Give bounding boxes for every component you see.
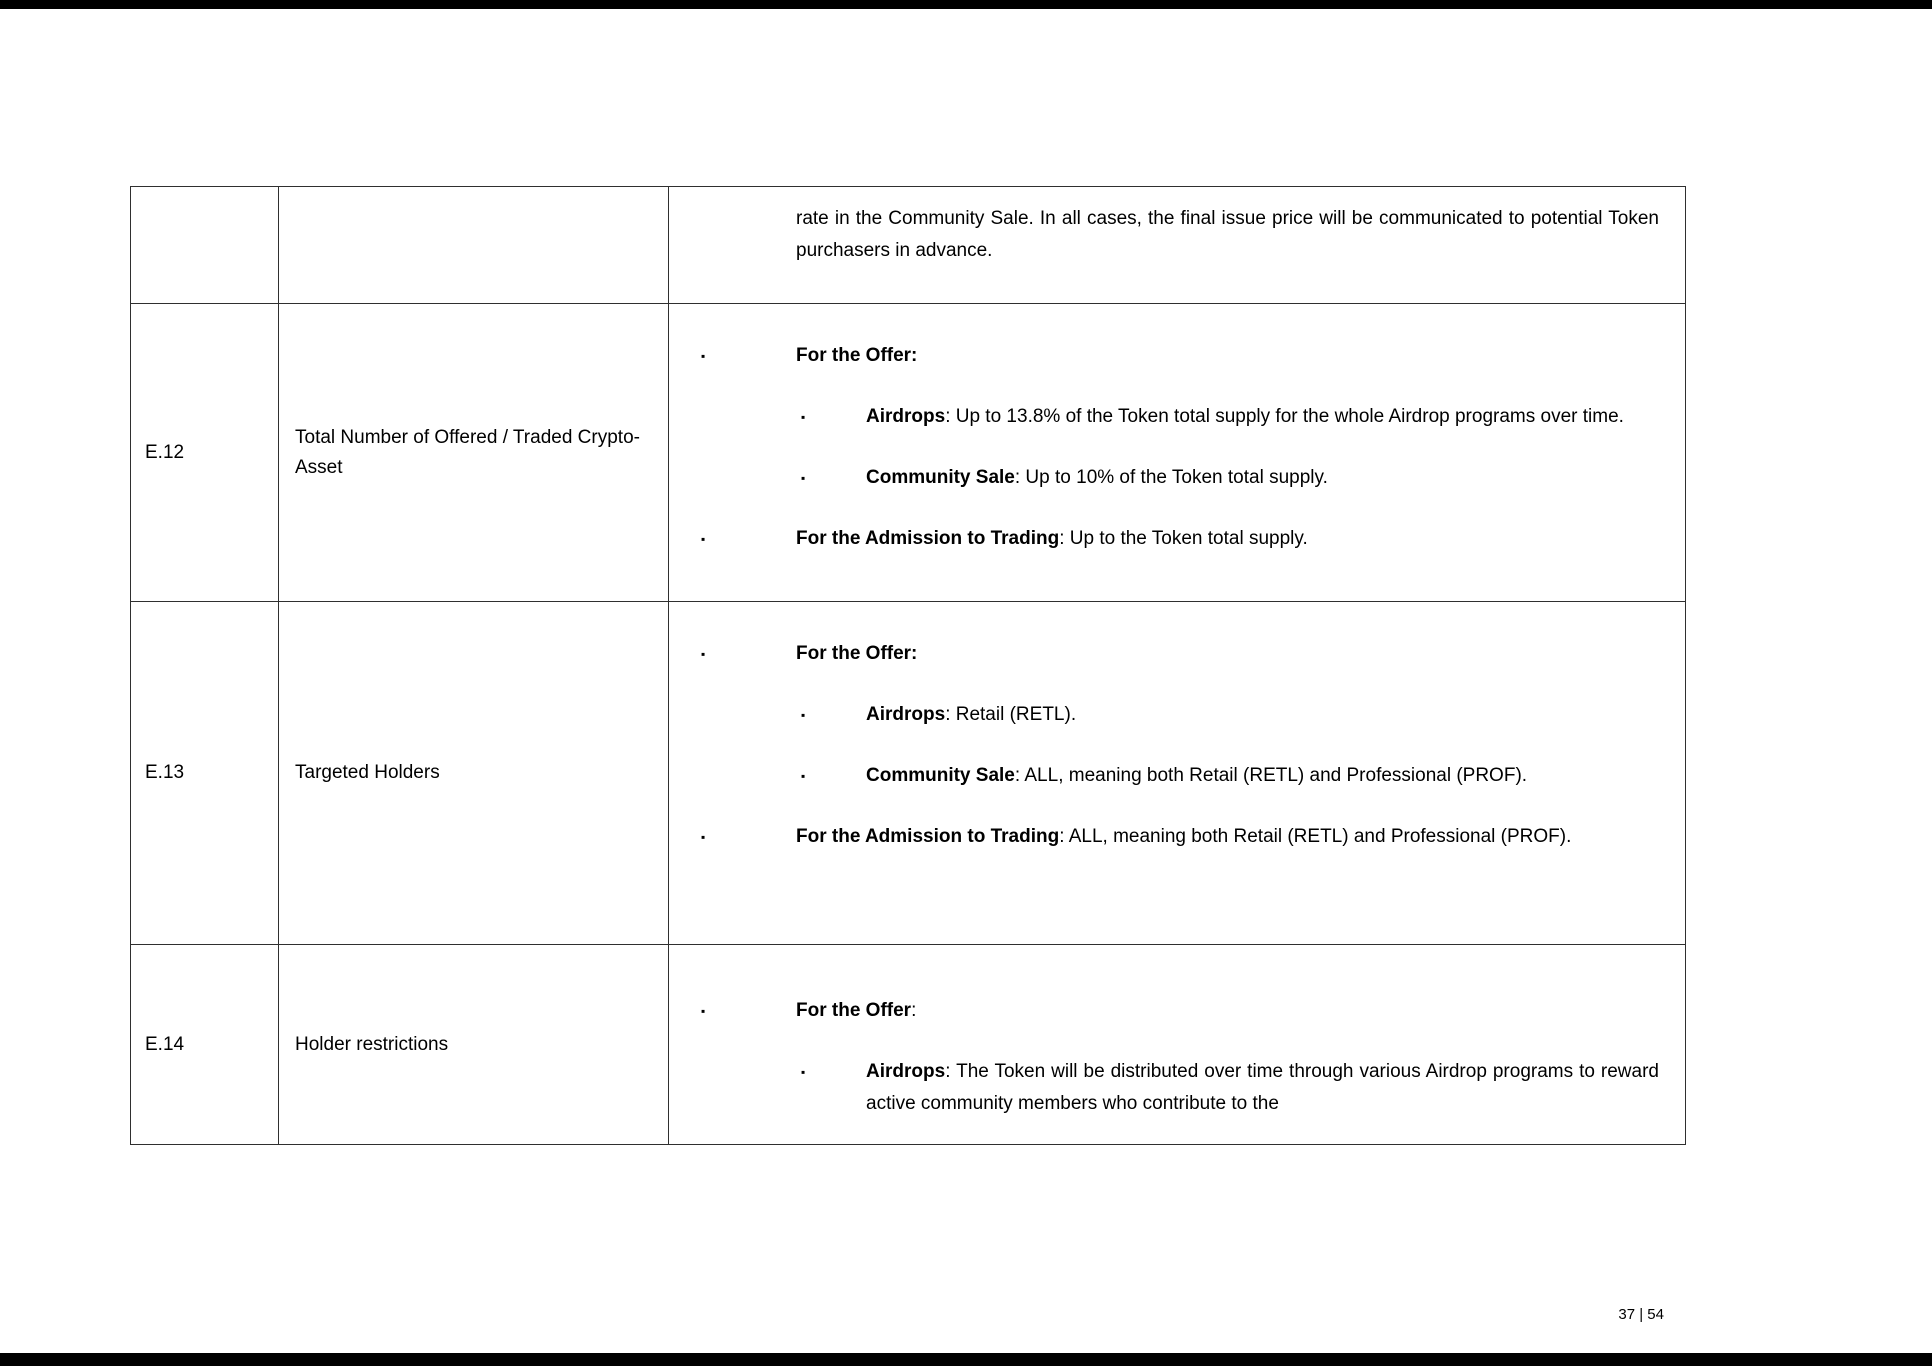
row-code-cell: [131, 602, 279, 944]
bullet-icon: ▪: [801, 410, 806, 424]
row-label-cell: [279, 187, 669, 303]
bullet-icon: ▪: [701, 532, 706, 546]
crypto-asset-summary-table: [130, 186, 1686, 1145]
list-item: [801, 699, 1659, 731]
text-run: For the Offer:: [796, 345, 918, 366]
text-run: Community Sale: ALL, meaning both Retail (RETL) and Professional (PROF).: [866, 765, 1528, 786]
list-item: [701, 821, 1659, 853]
bullet-icon: ▪: [701, 830, 706, 844]
paragraph: [796, 203, 1659, 267]
list-item: [701, 523, 1659, 555]
text-run: Community Sale: Up to 10% of the Token total supply.: [866, 467, 1328, 488]
row-label-cell: [279, 602, 669, 944]
text-run: For the Offer:: [796, 1000, 917, 1021]
row-label: Targeted Holders: [295, 762, 440, 783]
row-code: E.14: [145, 1033, 185, 1055]
list-item: [801, 760, 1659, 792]
bottom-black-bar: [0, 1353, 1932, 1366]
text-run: Airdrops: The Token will be distributed over time through various Airdrop programs to reward active community members who contribute to the: [866, 1061, 1659, 1114]
bullet-icon: ▪: [801, 708, 806, 722]
text-run: For the Admission to Trading: ALL, meaning both Retail (RETL) and Professional (PROF).: [796, 826, 1572, 847]
row-code: E.12: [145, 441, 185, 463]
text-run: Airdrops: Up to 13.8% of the Token total supply for the whole Airdrop programs over time.: [866, 406, 1624, 427]
bullet-icon: ▪: [701, 349, 706, 363]
row-label-cell: [279, 945, 669, 1144]
list-item: [801, 462, 1659, 494]
bullet-icon: ▪: [701, 1004, 706, 1018]
bullet-icon: ▪: [801, 471, 806, 485]
row-content-cell: [669, 602, 1685, 944]
row-label: Total Number of Offered / Traded Crypto-Asset: [295, 426, 640, 478]
list-item: [701, 638, 1659, 670]
list-item: [801, 1056, 1659, 1120]
row-label-cell: [279, 304, 669, 601]
text-run: Airdrops: Retail (RETL).: [866, 704, 1077, 725]
bullet-icon: ▪: [701, 647, 706, 661]
table-row: [131, 303, 1685, 601]
row-code-cell: [131, 304, 279, 601]
top-black-bar: [0, 0, 1932, 9]
table-row: [131, 601, 1685, 944]
text-run: For the Admission to Trading: Up to the Token total supply.: [796, 528, 1308, 549]
row-content-cell: [669, 945, 1685, 1144]
text-run: For the Offer:: [796, 643, 918, 664]
table-row: [131, 944, 1685, 1144]
bullet-icon: ▪: [801, 769, 806, 783]
text-run: rate in the Community Sale. In all cases, the final issue price will be communicated to potential Token purchasers in advance.: [796, 208, 1659, 261]
row-code: E.13: [145, 762, 185, 783]
table-row: [131, 187, 1685, 303]
list-item: [701, 995, 1659, 1027]
list-item: [701, 340, 1659, 372]
list-item: [801, 401, 1659, 433]
row-content-cell: [669, 187, 1685, 303]
bullet-icon: ▪: [801, 1065, 806, 1079]
row-code-cell: [131, 187, 279, 303]
row-code-cell: [131, 945, 279, 1144]
row-label: Holder restrictions: [295, 1033, 449, 1055]
page-number: 37 | 54: [1618, 1306, 1664, 1323]
row-content-cell: [669, 304, 1685, 601]
